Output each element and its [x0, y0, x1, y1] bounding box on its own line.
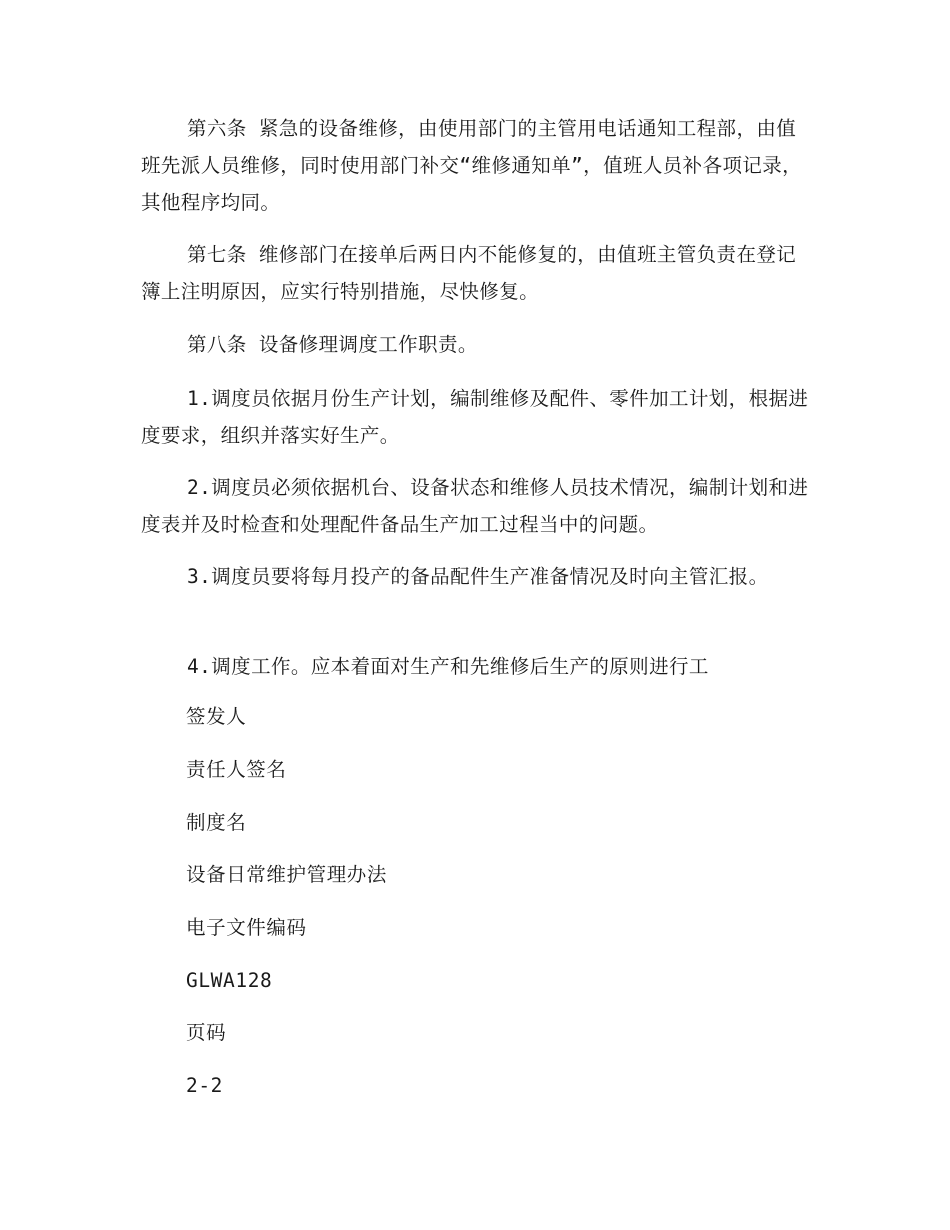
- duty-item-3: 3.调度员要将每月投产的备品配件生产准备情况及时向主管汇报。: [187, 565, 769, 588]
- page-number-value: 2-2: [186, 1074, 224, 1097]
- duty-item-2: 2.调度员必须依据机台、设备状态和维修人员技术情况，编制计划和进度表并及时检查和处理配件备品生产加工过程当中的问题。: [141, 476, 809, 536]
- duty-item-4: 4.调度工作。应本着面对生产和先维修后生产的原则进行工: [187, 655, 709, 678]
- page-number-label: 页码: [186, 1021, 227, 1044]
- article-6-paragraph: 第六条 紧急的设备维修，由使用部门的主管用电话通知工程部，由值班先派人员维修，同时使用部门补交“维修通知单”，值班人员补各项记录，其他程序均同。: [141, 117, 803, 214]
- article-7-paragraph: 第七条 维修部门在接单后两日内不能修复的，由值班主管负责在登记簿上注明原因，应实行特别措施，尽快修复。: [141, 243, 797, 303]
- policy-name-value: 设备日常维护管理办法: [186, 863, 388, 886]
- article-8-paragraph: 第八条 设备修理调度工作职责。: [187, 333, 478, 356]
- issuer-label: 签发人: [186, 705, 247, 728]
- electronic-file-code-value: GLWA128: [186, 969, 273, 992]
- policy-name-label: 制度名: [186, 811, 247, 834]
- responsible-signature-label: 责任人签名: [186, 758, 287, 781]
- electronic-file-code-label: 电子文件编码: [186, 916, 307, 939]
- duty-item-1: 1.调度员依据月份生产计划，编制维修及配件、零件加工计划，根据进度要求，组织并落实好生产。: [141, 387, 809, 447]
